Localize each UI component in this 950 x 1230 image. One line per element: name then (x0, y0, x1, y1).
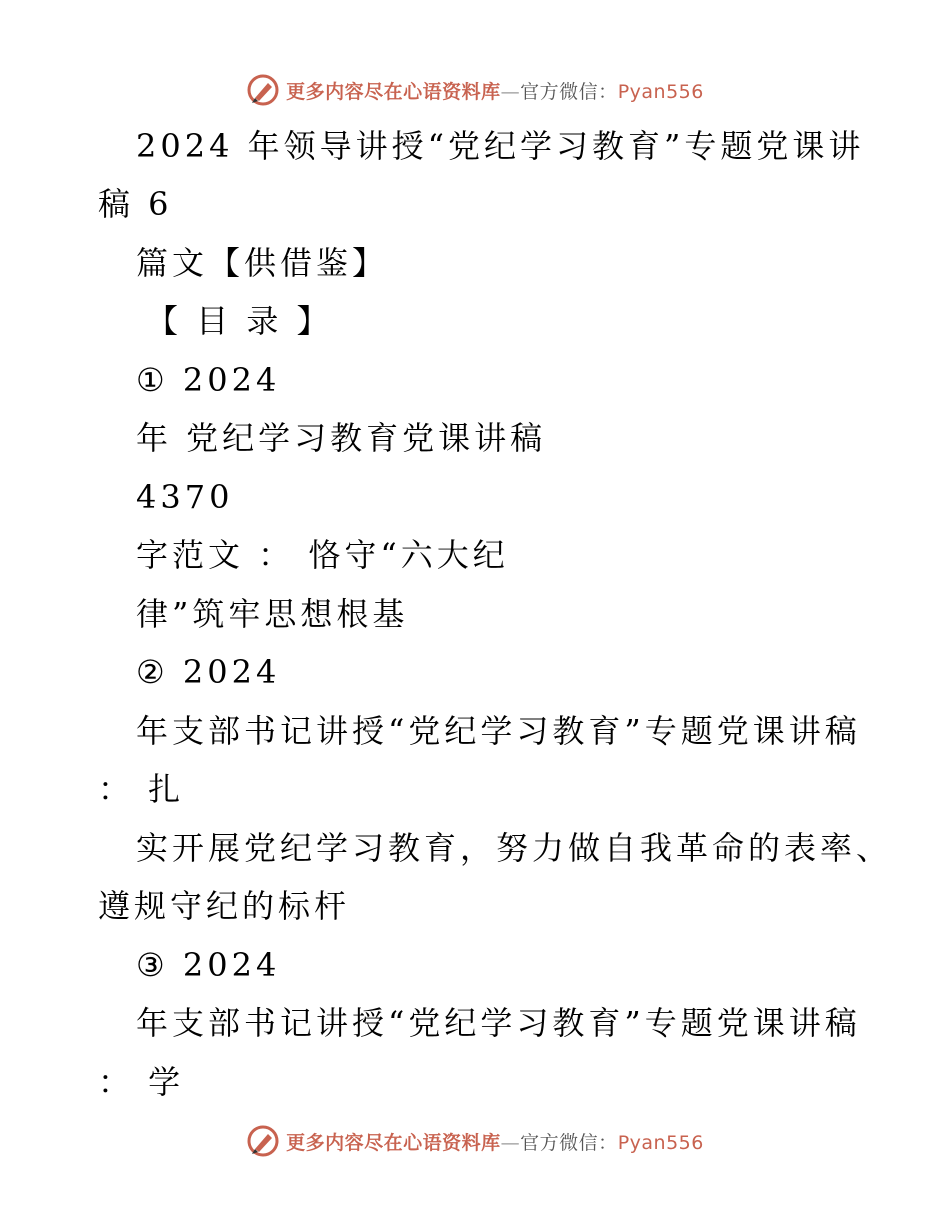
toc-item-3-line-1: ③ 2024 (136, 946, 281, 984)
toc-item-1-line-4: 字范文 ： 恪守“六大纪 (136, 536, 509, 574)
subtitle: 篇文【供借鉴】 (136, 244, 389, 282)
toc-item-2-line-5: 遵规守纪的标杆 (98, 887, 351, 925)
pen-logo-icon (246, 73, 280, 107)
toc-item-3-line-2: 年支部书记讲授“党纪学习教育”专题党课讲稿 (136, 1004, 861, 1042)
toc-item-1-line-1: ① 2024 (136, 361, 281, 399)
toc-item-2-line-1: ② 2024 (136, 653, 281, 691)
header-watermark (0, 70, 950, 110)
toc-item-1-line-5: 律”筑牢思想根基 (136, 595, 409, 633)
toc-item-2-line-2: 年支部书记讲授“党纪学习教育”专题党课讲稿 (136, 712, 861, 750)
pen-logo-icon (246, 1124, 280, 1158)
toc-heading: 【 目 录 】 (146, 302, 333, 340)
toc-item-3-line-3: ： 学 (98, 1063, 185, 1101)
title-line-2: 稿 6 (98, 185, 173, 223)
toc-item-1-line-2: 年 党纪学习教育党课讲稿 (136, 419, 547, 457)
toc-item-2-line-3: ： 扎 (98, 770, 185, 808)
title-line-1: 2024 年领导讲授“党纪学习教育”专题党课讲 (136, 127, 865, 165)
footer-watermark (0, 1121, 950, 1161)
watermark-text: 更多内容尽在心语资料库—官方微信：Pyan556 (286, 1131, 704, 1154)
watermark-text: 更多内容尽在心语资料库—官方微信：Pyan556 (286, 80, 704, 103)
toc-item-1-line-3: 4370 (136, 478, 234, 516)
toc-item-2-line-4: 实开展党纪学习教育，努力做自我革命的表率、 (136, 829, 893, 867)
